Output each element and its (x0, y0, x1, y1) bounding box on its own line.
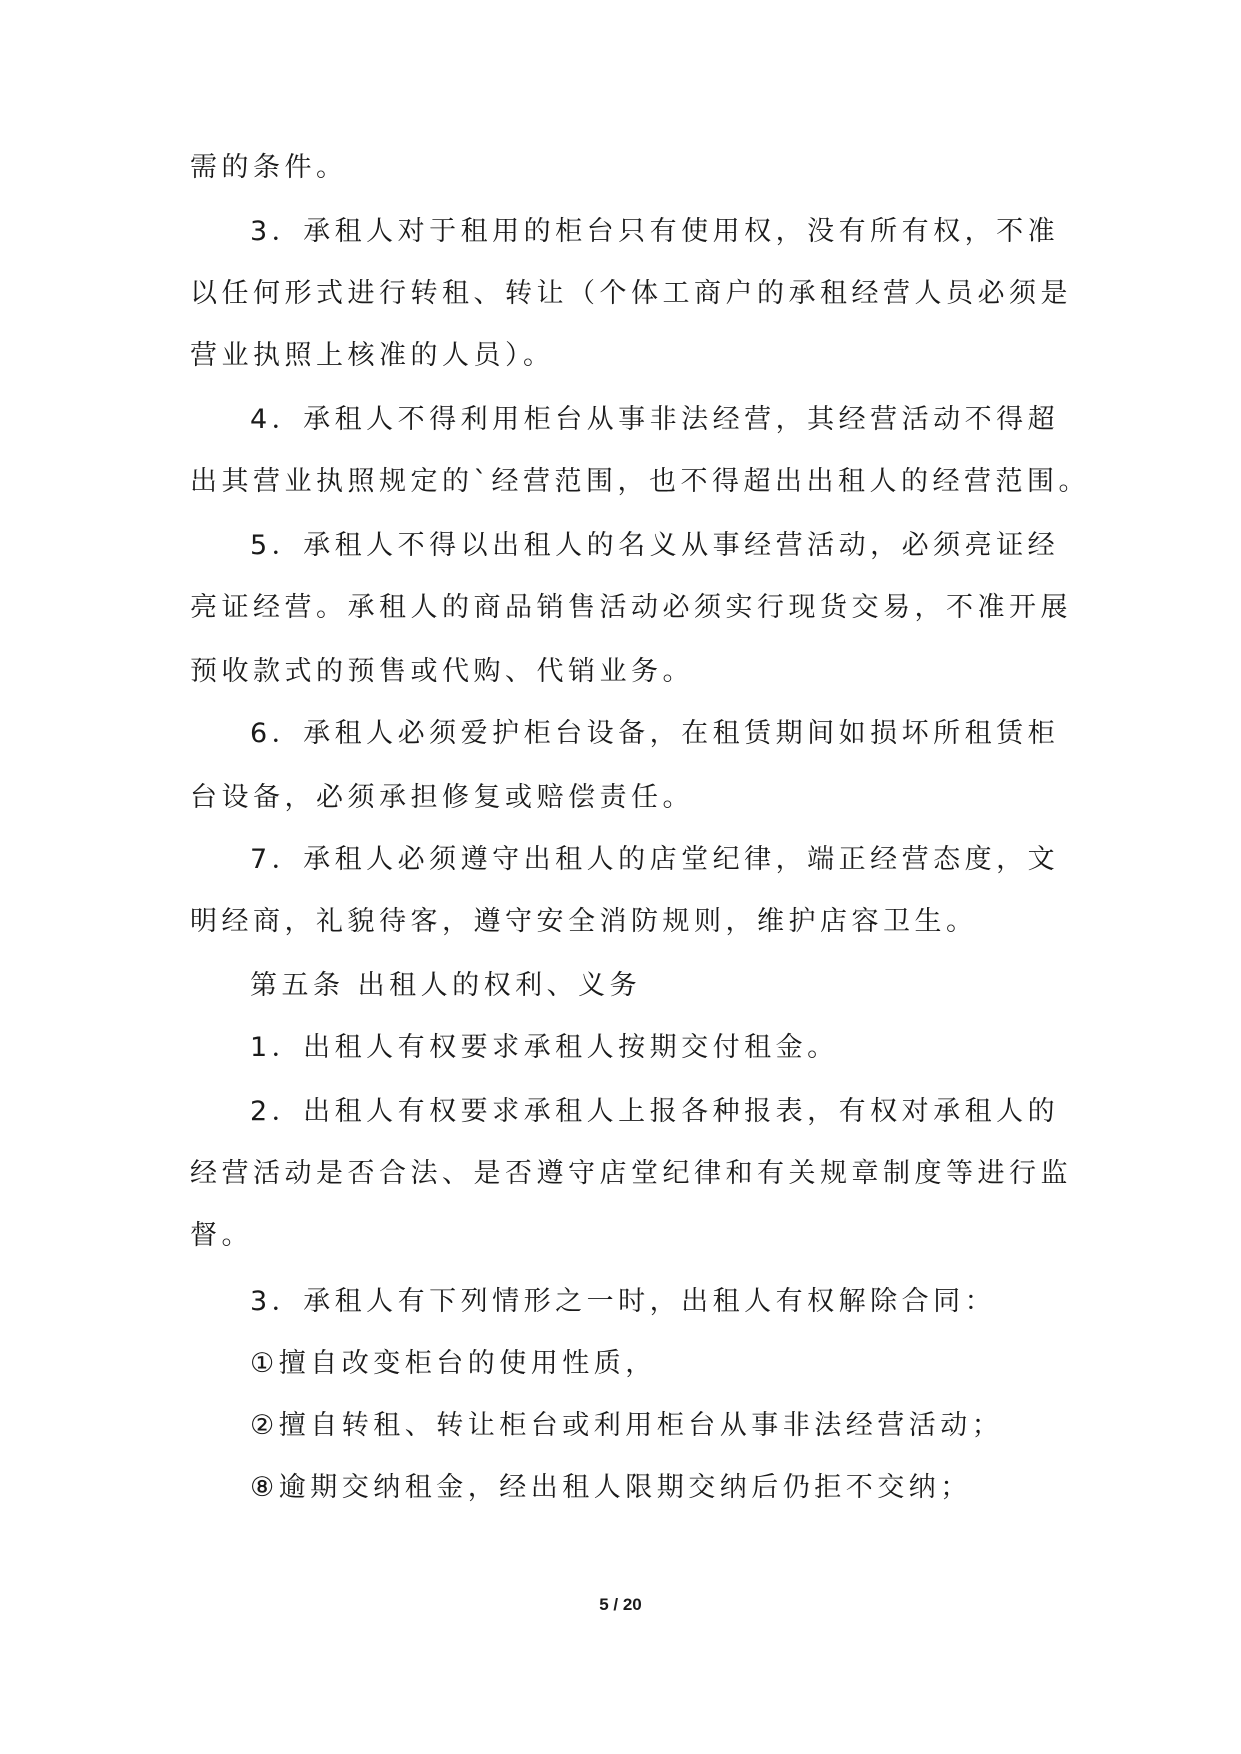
text-line-3: 以任何形式进行转租、转让（个体工商户的承租经营人员必须是 (190, 278, 1072, 309)
text-line-17: 经营活动是否合法、是否遵守店堂纪律和有关规章制度等进行监 (190, 1158, 1072, 1189)
text-line-6: 出其营业执照规定的`经营范围，也不得超出出租人的经营范围。 (190, 466, 1090, 497)
text-line-18: 督。 (190, 1220, 253, 1251)
text-line-8: 亮证经营。承租人的商品销售活动必须实行现货交易，不准开展 (190, 592, 1072, 623)
list-item-1: ①擅自改变柜台的使用性质， (250, 1348, 657, 1379)
text-line-16: 2．出租人有权要求承租人上报各种报表，有权对承租人的 (250, 1096, 1060, 1127)
text-line-7: 5．承租人不得以出租人的名义从事经营活动，必须亮证经 (250, 530, 1060, 561)
section-heading: 第五条 出租人的权利、义务 (250, 970, 642, 1001)
text-line-4: 营业执照上核准的人员）。 (190, 340, 555, 371)
text-line-10: 6．承租人必须爱护柜台设备，在租赁期间如损坏所租赁柜 (250, 718, 1060, 749)
page-number: 5 / 20 (599, 1595, 642, 1614)
text-line-11: 台设备，必须承担修复或赔偿责任。 (190, 782, 694, 813)
list-item-2: ②擅自转租、转让柜台或利用柜台从事非法经营活动； (250, 1410, 1004, 1441)
text-line-5: 4．承租人不得利用柜台从事非法经营，其经营活动不得超 (250, 404, 1060, 435)
list-item-3: ⑧逾期交纳租金，经出租人限期交纳后仍拒不交纳； (250, 1472, 972, 1503)
text-line-19: 3．承租人有下列情形之一时，出租人有权解除合同： (250, 1286, 997, 1317)
text-line-12: 7．承租人必须遵守出租人的店堂纪律，端正经营态度，文 (250, 844, 1060, 875)
text-line-15: 1．出租人有权要求承租人按期交付租金。 (250, 1032, 839, 1063)
text-line-2: 3．承租人对于租用的柜台只有使用权，没有所有权，不准 (250, 216, 1060, 247)
text-line-9: 预收款式的预售或代购、代销业务。 (190, 656, 694, 687)
text-line-13: 明经商，礼貌待客，遵守安全消防规则，维护店容卫生。 (190, 906, 978, 937)
text-line-1: 需的条件。 (190, 152, 348, 183)
